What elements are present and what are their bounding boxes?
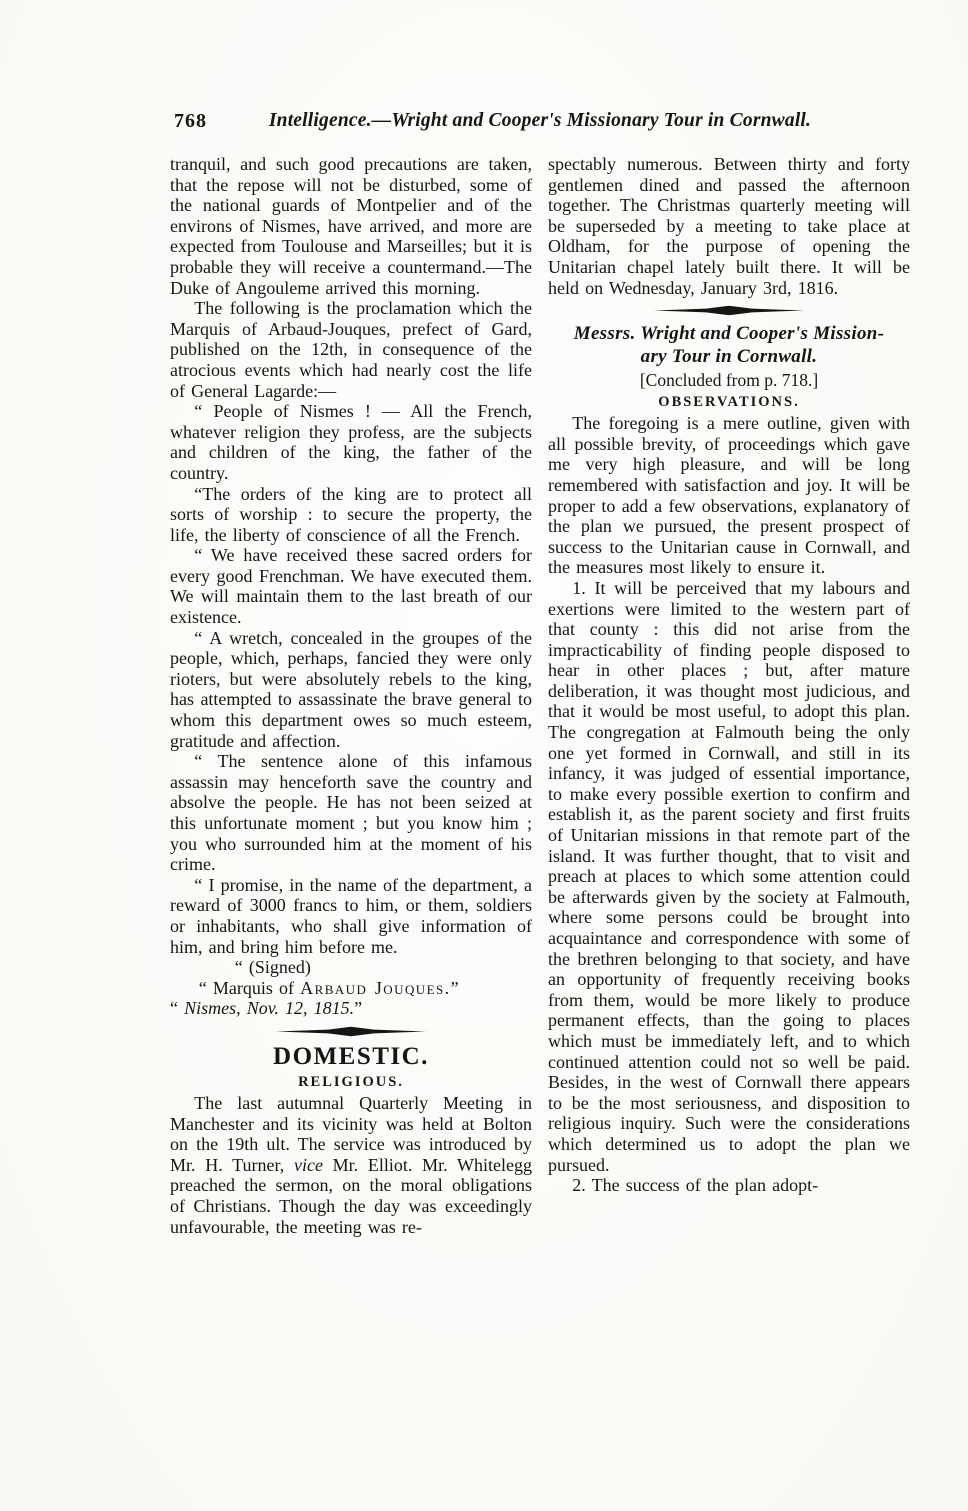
article-title-line: Messrs. Wright and Cooper's Mission-	[573, 323, 885, 345]
text-run-smallcaps: Arbaud Jouques.	[300, 977, 451, 998]
paragraph	[170, 751, 532, 875]
paragraph	[170, 978, 532, 999]
paragraph	[170, 998, 532, 1019]
text-run: tranquil, and such good precautions are taken, that the repose will not be disturbed, some of the national guards of Montpelier and of the environs of Nismes, have arrived, and more are expected from Toulouse and Marseilles; but it is probable they will receive a countermand.—The Duke of Angouleme arrived this morning.	[170, 154, 532, 298]
article-title-line: ary Tour in Cornwall.	[640, 346, 818, 368]
text-run: “ A wretch, concealed in the groupes of the people, which, perhaps, fancied they were only rioters, but were absolutely rebels to the king, has attempted to assassinate the brave general to whom this department owes so much esteem, gratitude and affection.	[170, 627, 532, 751]
paragraph	[548, 413, 910, 578]
paragraph	[170, 401, 532, 483]
text-run: Mr. Elliot. Mr. Whitelegg preached the sermon, on the moral obligations of Christians. Though the day was exceedingly unfavourable, the meeting was re-	[170, 1154, 532, 1237]
text-run: “ (Signed)	[234, 957, 311, 978]
swelled-rule-glyph	[276, 1026, 426, 1037]
paragraph	[170, 484, 532, 546]
paragraph	[548, 1175, 910, 1196]
two-column-text	[170, 154, 910, 1237]
text-run: “ The sentence alone of this infamous assassin may henceforth save the country and absolve the people. He has not been seized at this unfortunate moment ; but you know him ; you who surrounded him at the moment of his crime.	[170, 751, 532, 875]
text-run: “ Marquis of	[198, 977, 301, 998]
paragraph	[170, 957, 532, 978]
page-number: 768	[174, 110, 207, 132]
sub-heading: RELIGIOUS.	[298, 1073, 404, 1090]
paragraph	[170, 545, 532, 627]
paragraph	[170, 298, 532, 401]
running-title: Intelligence.—Wright and Cooper's Missionary Tour in Cornwall.	[268, 110, 812, 131]
text-run: ”	[450, 977, 459, 998]
text-run: “ I promise, in the name of the department, a reward of 3000 francs to him, or them, soldiers or inhabitants, who shall give information of him, and bring him before me.	[170, 874, 532, 957]
text-run: The foregoing is a mere outline, given with all possible brevity, of proceedings which gave me very high pleasure, and will be long remembered with satisfaction and joy. It will be proper to add a few observations, explanatory of the plan we pursued, the present prospect of success to the Unitarian cause in Cornwall, and the measures most likely to ensure it.	[548, 413, 910, 578]
article-title	[548, 322, 910, 368]
text-run: “The orders of the king are to protect all sorts of worship : to secure the property, the life, the liberty of conscience of all the French.	[170, 483, 532, 545]
paragraph	[548, 578, 910, 1175]
sub-heading: OBSERVATIONS.	[658, 394, 800, 411]
swelled-rule-divider	[548, 305, 910, 316]
right-column	[548, 154, 910, 1237]
text-run: spectably numerous. Between thirty and forty gentlemen dined and passed the afternoon together. The Christmas quarterly meeting will be superseded by a meeting to take place at Oldham, for the purpose of opening the Unitarian chapel lately built there. It will be held on Wednesday, January 3rd, 1816.	[548, 154, 910, 298]
centered-note: [Concluded from p. 718.]	[639, 370, 819, 391]
text-run: “ People of Nismes ! — All the French, whatever religion they profess, are the subjects and children of the king, the father of the country.	[170, 401, 532, 483]
paragraph	[170, 154, 532, 298]
paragraph	[170, 628, 532, 752]
text-run-italic: Nismes, Nov. 12, 1815.	[184, 998, 355, 1019]
running-header	[170, 110, 910, 140]
left-column	[170, 154, 532, 1237]
text-run-italic: vice	[293, 1154, 323, 1175]
paragraph	[170, 1093, 532, 1237]
text-run: 1. It will be perceived that my labours and exertions were limited to the western part of that county : this did not arise from the impracticability of finding people disposed to hear in other places ; but, after mature deliberation, it was thought most judicious, and that it would be most useful, to adopt this plan. The congregation at Falmouth being the only one yet formed in Cornwall, and still in its infancy, it was judged of essential importance, to make every possible exertion to confirm and establish it, as the parent society and first fruits of Unitarian missions in that remote part of the island. It was further thought, that to visit and preach at places to which some attention could be afterwards given by the society at Falmouth, where some persons could be brought into acquaintance and correspondence with some of the brethren belonging to that society, and have an opportunity of frequently receiving books from them, would be more likely to produce permanent effects, than the going to places which must be immediately left, and to which continued attention could not so well be paid. Besides, in the west of Cornwall there appears to be the most seriousness, and disposition to religious inquiry. Such were the considerations which determined us to adopt the plan we pursued.	[548, 577, 910, 1175]
text-run: The last autumnal Quarterly Meeting in Manchester and its vicinity was held at Bolton on the 19th ult. The service was introduced by Mr. H. Turner,	[170, 1092, 532, 1175]
paragraph	[170, 875, 532, 957]
text-run: The following is the proclamation which the Marquis of Arbaud-Jouques, prefect of Gard, published on the 12th, in consequence of the atrocious events which had nearly cost the life of General Lagarde:—	[170, 298, 532, 401]
text-run: 2. The success of the plan adopt-	[572, 1175, 819, 1196]
swelled-rule-glyph	[654, 305, 804, 316]
page-content	[170, 110, 910, 1237]
text-run: ”	[354, 998, 363, 1019]
swelled-rule-divider	[170, 1026, 532, 1037]
section-heading: DOMESTIC.	[273, 1042, 429, 1070]
paragraph	[548, 154, 910, 298]
text-run: “	[170, 998, 185, 1019]
text-run: “ We have received these sacred orders for every good Frenchman. We have executed them. We will maintain them to the last breath of our existence.	[170, 545, 532, 628]
